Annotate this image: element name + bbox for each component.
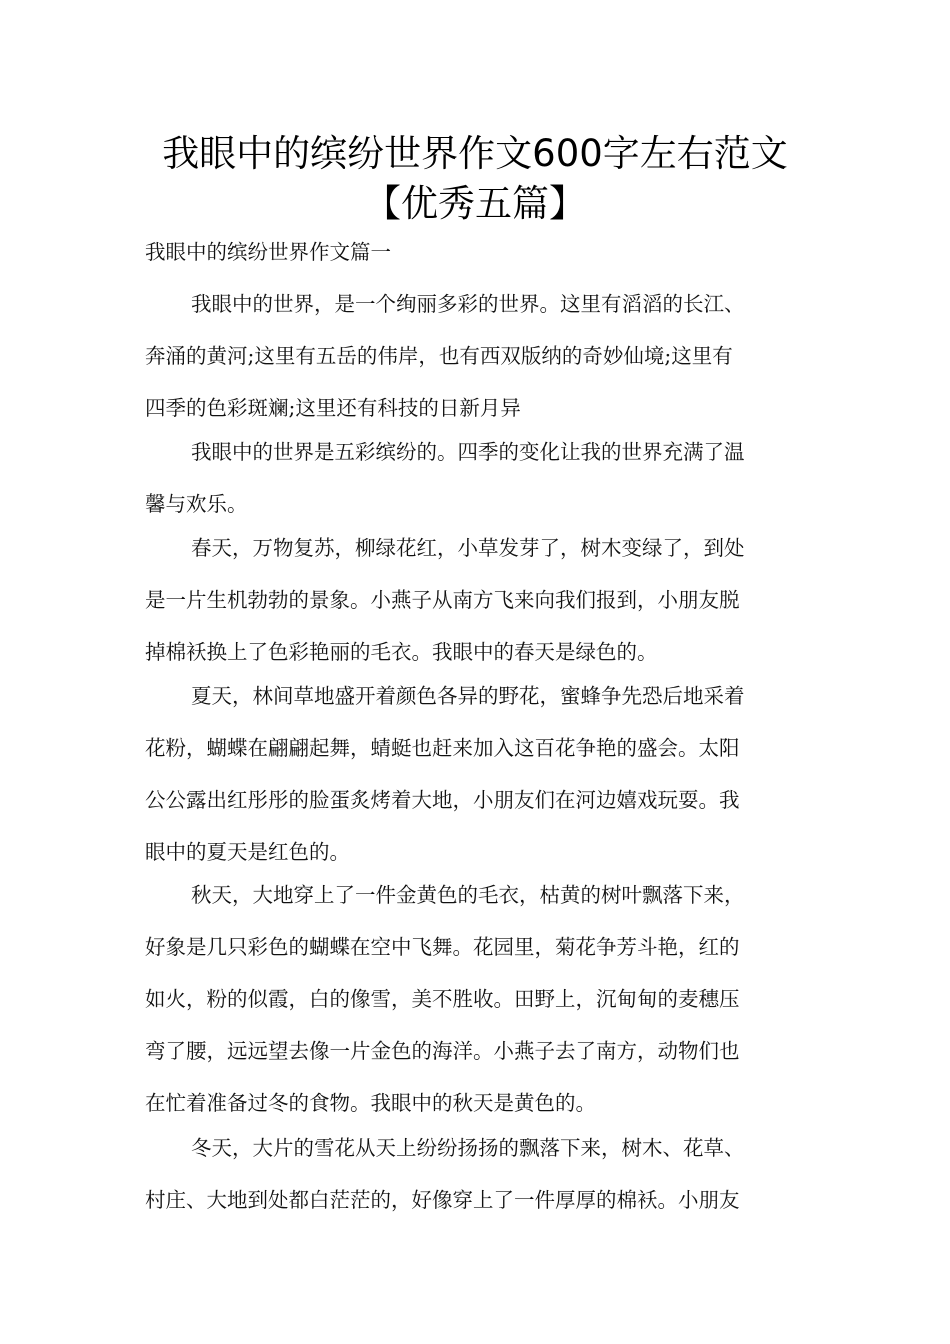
- paragraph-line: 弯了腰，远远望去像一片金色的海洋。小燕子去了南方，动物们也: [145, 1039, 740, 1063]
- paragraph-line: 馨与欢乐。: [145, 492, 248, 516]
- document-title-line-1: 我眼中的缤纷世界作文600字左右范文: [162, 132, 788, 175]
- paragraph-spring: [145, 522, 810, 678]
- paragraph-summer: [145, 670, 810, 878]
- paragraph-line: 夏天，林间草地盛开着颜色各异的野花，蜜蜂争先恐后地采着: [191, 684, 745, 708]
- paragraph-line: 眼中的夏天是红色的。: [145, 840, 350, 864]
- section-heading: 我眼中的缤纷世界作文篇一: [145, 240, 391, 264]
- paragraph-line: 是一片生机勃勃的景象。小燕子从南方飞来向我们报到，小朋友脱: [145, 588, 740, 612]
- paragraph-intro: [145, 278, 810, 434]
- paragraph-autumn: [145, 869, 810, 1129]
- paragraph-line: 掉棉袄换上了色彩艳丽的毛衣。我眼中的春天是绿色的。: [145, 640, 658, 664]
- paragraph-line: 奔涌的黄河;这里有五岳的伟岸，也有西双版纳的奇妙仙境;这里有: [145, 344, 733, 368]
- paragraph-line: 我眼中的世界，是一个绚丽多彩的世界。这里有滔滔的长江、: [191, 292, 745, 316]
- document-title-line-2: 【优秀五篇】: [364, 182, 586, 225]
- paragraph-line: 冬天，大片的雪花从天上纷纷扬扬的飘落下来，树木、花草、: [191, 1136, 745, 1160]
- paragraph-line: 公公露出红彤彤的脸蛋炙烤着大地，小朋友们在河边嬉戏玩耍。我: [145, 788, 740, 812]
- paragraph-line: 春天，万物复苏，柳绿花红，小草发芽了，树木变绿了，到处: [191, 536, 745, 560]
- paragraph-seasons-intro: [145, 426, 810, 530]
- paragraph-line: 好象是几只彩色的蝴蝶在空中飞舞。花园里，菊花争芳斗艳，红的: [145, 935, 740, 959]
- paragraph-line: 我眼中的世界是五彩缤纷的。四季的变化让我的世界充满了温: [191, 440, 745, 464]
- paragraph-line: 如火，粉的似霞，白的像雪，美不胜收。田野上，沉甸甸的麦穗压: [145, 987, 740, 1011]
- paragraph-line: 花粉，蝴蝶在翩翩起舞，蜻蜓也赶来加入这百花争艳的盛会。太阳: [145, 736, 740, 760]
- paragraph-line: 四季的色彩斑斓;这里还有科技的日新月异: [145, 396, 521, 420]
- paragraph-line: 在忙着准备过冬的食物。我眼中的秋天是黄色的。: [145, 1091, 596, 1115]
- paragraph-line: 村庄、大地到处都白茫茫的，好像穿上了一件厚厚的棉袄。小朋友: [145, 1188, 740, 1212]
- paragraph-winter: [145, 1122, 810, 1226]
- paragraph-line: 秋天，大地穿上了一件金黄色的毛衣，枯黄的树叶飘落下来，: [191, 883, 745, 907]
